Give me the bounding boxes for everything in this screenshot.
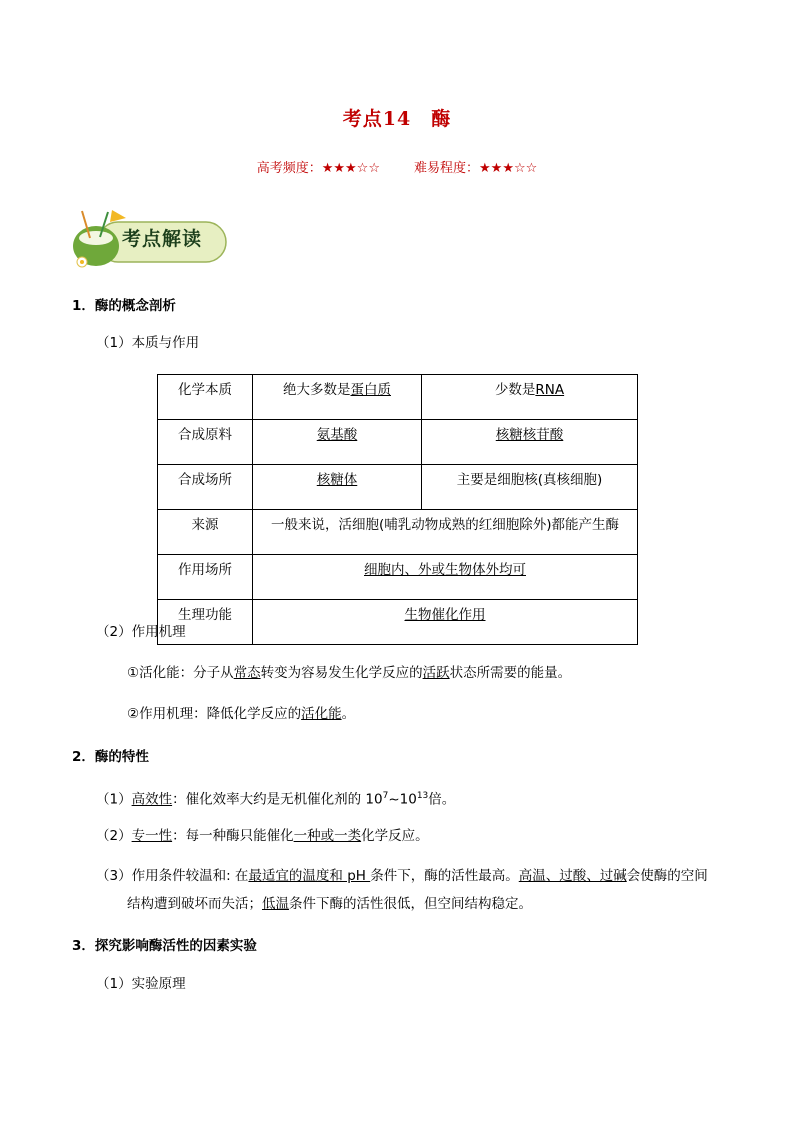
table-cell-label: 合成场所 [158, 465, 253, 510]
table-row [158, 375, 638, 420]
rating-line [0, 157, 794, 176]
subheading-mechanism: （2）作用机理 [96, 624, 186, 640]
table-cell: 少数是RNA [422, 375, 638, 420]
table-row [158, 465, 638, 510]
table-cell-label: 来源 [158, 510, 253, 555]
table-cell-label: 生理功能 [158, 600, 253, 645]
subheading-principle: （1）实验原理 [96, 976, 186, 992]
table-row [158, 600, 638, 645]
table-row [158, 420, 638, 465]
table-cell: 绝大多数是蛋白质 [253, 375, 422, 420]
page-title: 考点14 酶 [342, 108, 452, 130]
difficulty-stars: ★★★☆☆ [479, 161, 538, 176]
mechanism-item-2: ②作用机理：降低化学反应的活化能。 [127, 706, 356, 722]
table-cell: 氨基酸 [253, 420, 422, 465]
subheading-nature: （1）本质与作用 [96, 335, 200, 351]
frequency-label: 高考频度： [256, 161, 322, 176]
mechanism-item-1: ①活化能：分子从常态转变为容易发生化学反应的活跃状态所需要的能量。 [127, 665, 572, 681]
property-item-1: （1）高效性：催化效率大约是无机催化剂的 $10^7\sim 10^{13}$倍。 [96, 791, 456, 808]
section-heading-1: 1．酶的概念剖析 [72, 298, 176, 314]
table-cell-label: 化学本质 [158, 375, 253, 420]
section-heading-2: 2．酶的特性 [72, 749, 149, 765]
table-row [158, 555, 638, 600]
section-heading-3: 3．探究影响酶活性的因素实验 [72, 938, 257, 954]
badge-title: 考点解读 [122, 228, 203, 250]
table-cell: 生物催化作用 [253, 600, 638, 645]
table-cell-label: 合成原料 [158, 420, 253, 465]
property-item-2: （2）专一性：每一种酶只能催化一种或一类化学反应。 [96, 828, 429, 844]
table-row [158, 510, 638, 555]
property-item-3: （3）作用条件较温和: 在最适宜的温度和 pH 条件下，酶的活性最高。高温、过酸、过碱会使酶的空间 [96, 868, 708, 884]
table-cell-label: 作用场所 [158, 555, 253, 600]
table-cell: 核糖核苷酸 [422, 420, 638, 465]
table-cell: 核糖体 [253, 465, 422, 510]
table-cell: 一般来说，活细胞(哺乳动物成熟的红细胞除外)都能产生酶 [253, 510, 638, 555]
enzyme-table [157, 374, 638, 645]
difficulty-label: 难易程度： [414, 161, 480, 176]
table-cell: 细胞内、外或生物体外均可 [253, 555, 638, 600]
property-item-3-cont: 结构遭到破坏而失活；低温条件下酶的活性很低，但空间结构稳定。 [127, 896, 532, 912]
frequency-stars: ★★★☆☆ [321, 161, 380, 176]
table-cell: 主要是细胞核(真核细胞) [422, 465, 638, 510]
section-badge [68, 208, 228, 270]
